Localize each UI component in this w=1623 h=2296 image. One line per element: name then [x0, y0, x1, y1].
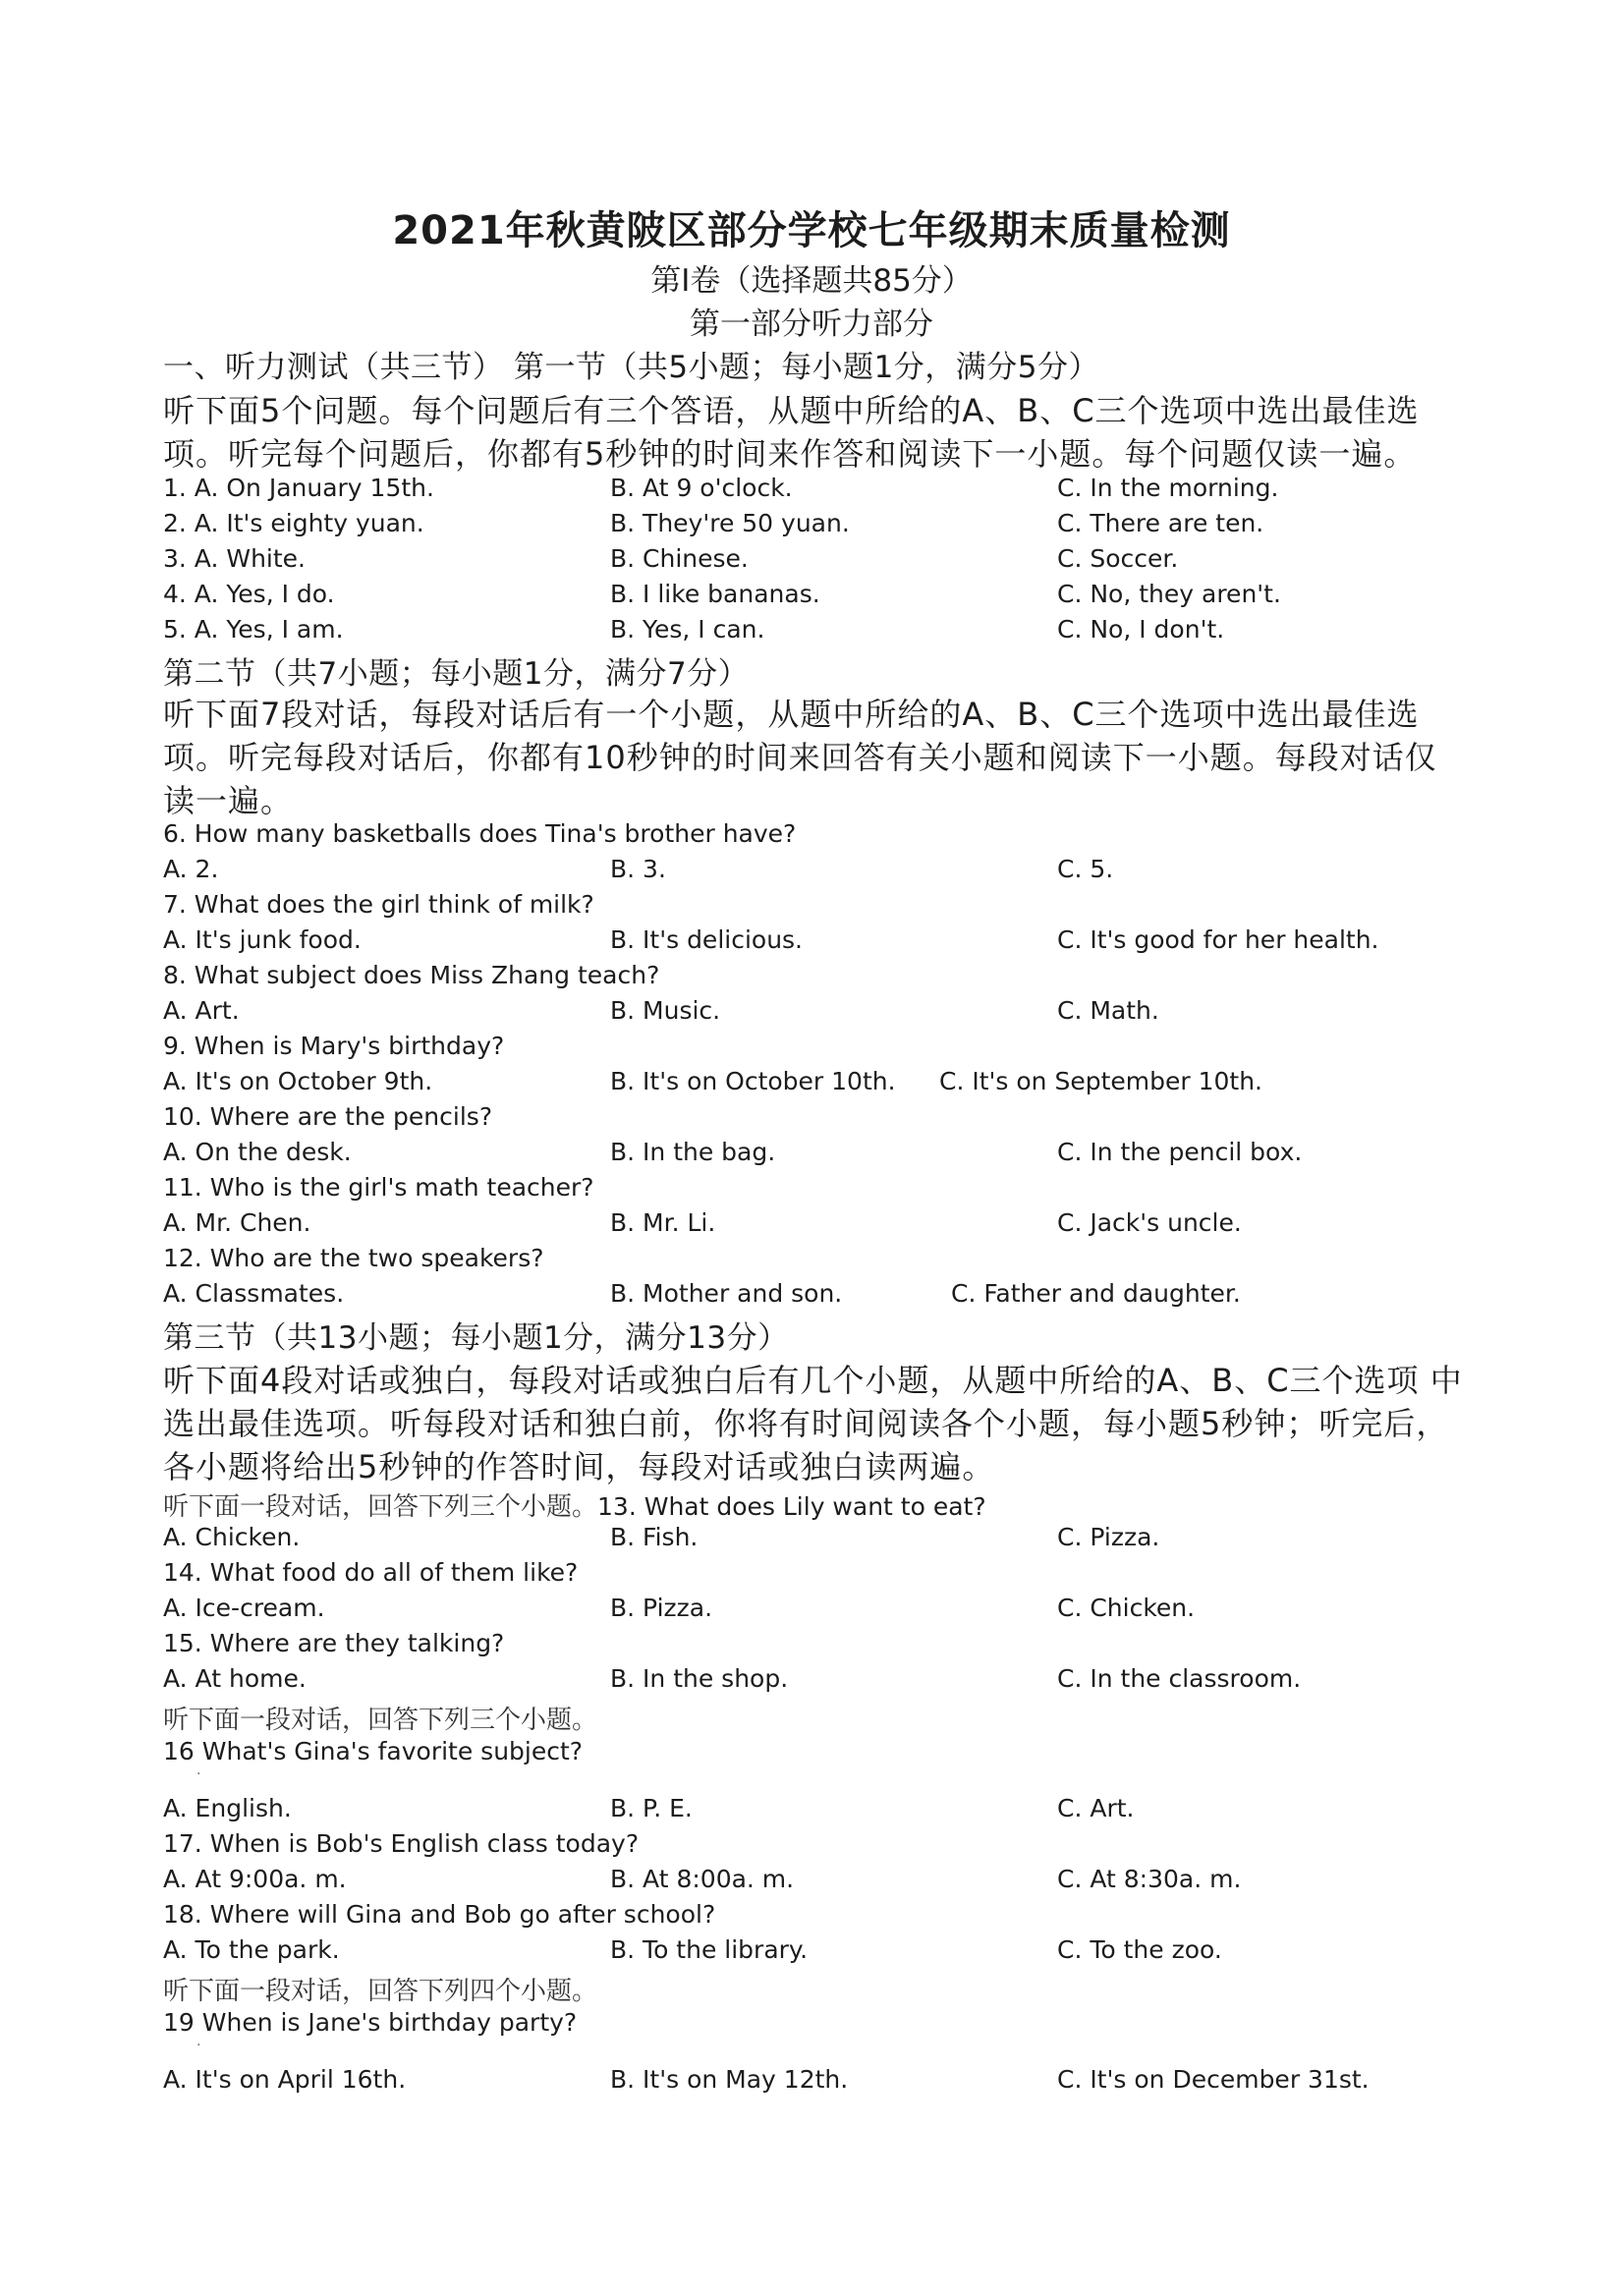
option-c: C. It's on December 31st.: [1057, 2065, 1370, 2094]
option-a: A. Mr. Chen.: [163, 1208, 311, 1237]
group-note-line: [163, 1486, 986, 1523]
options-row: [0, 1138, 1623, 1171]
option-a: 5. A. Yes, I am.: [163, 615, 344, 644]
option-c: C. It's on September 10th.: [939, 1067, 1262, 1095]
option-b: B. It's on October 10th.: [610, 1067, 896, 1095]
options-row: [0, 925, 1623, 959]
option-c: C. Soccer.: [1057, 544, 1179, 573]
option-b: B. Pizza.: [610, 1594, 713, 1622]
option-a: 1. A. On January 15th.: [163, 474, 434, 502]
question-text: 9. When is Mary's birthday?: [163, 1032, 505, 1060]
group-note: 听下面一段对话，回答下列三个小题。: [163, 1706, 598, 1735]
question-text: 18. Where will Gina and Bob go after school?: [163, 1900, 716, 1929]
option-c: C. Jack's uncle.: [1057, 1208, 1242, 1237]
option-a: A. It's on October 9th.: [163, 1067, 433, 1095]
option-c: C. It's good for her health.: [1057, 925, 1379, 954]
section3-instruction-line: 选出最佳选项。听每段对话和独白前，你将有时间阅读各个小题，每小题5秒钟；听完后，: [163, 1405, 1449, 1442]
option-a: A. Art.: [163, 996, 240, 1025]
question-text: 13. What does Lily want to eat?: [597, 1492, 986, 1521]
option-b: B. Yes, I can.: [610, 615, 765, 644]
question-text: 10. Where are the pencils?: [163, 1102, 493, 1131]
option-b: B. Mr. Li.: [610, 1208, 716, 1237]
option-a: 3. A. White.: [163, 544, 306, 573]
option-c: C. To the zoo.: [1057, 1935, 1222, 1964]
volume-heading: 第Ⅰ卷（选择题共85分）: [650, 263, 973, 299]
question-row: [0, 615, 1623, 648]
question-text: 14. What food do all of them like?: [163, 1558, 579, 1587]
option-c: C. Chicken.: [1057, 1594, 1196, 1622]
options-row: [0, 996, 1623, 1030]
option-a: 4. A. Yes, I do.: [163, 580, 335, 608]
section2-instruction-line: 听下面7段对话，每段对话后有一个小题，从题中所给的A、B、C三个选项中选出最佳选: [163, 696, 1420, 733]
question-row: [0, 544, 1623, 578]
option-c: C. Pizza.: [1057, 1523, 1160, 1551]
option-b: B. I like bananas.: [610, 580, 820, 608]
option-c: C. There are ten.: [1057, 509, 1264, 537]
option-c: C. At 8:30a. m.: [1057, 1865, 1242, 1893]
option-c: C. In the classroom.: [1057, 1664, 1302, 1693]
section1-instruction-line: 项。听完每个问题后，你都有5秒钟的时间来作答和阅读下一小题。每个问题仅读一遍。: [163, 435, 1417, 473]
option-a: A. Ice-cream.: [163, 1594, 325, 1622]
section2-heading: 第二节（共7小题；每小题1分，满分7分）: [163, 656, 750, 692]
question-row: [0, 509, 1623, 542]
options-row: [0, 1208, 1623, 1242]
option-b: B. In the bag.: [610, 1138, 776, 1166]
question-text: 7. What does the girl think of milk?: [163, 890, 594, 919]
option-a: A. It's on April 16th.: [163, 2065, 407, 2094]
option-b: B. At 8:00a. m.: [610, 1865, 795, 1893]
options-row: [0, 1523, 1623, 1556]
option-a: A. On the desk.: [163, 1138, 352, 1166]
option-c: C. Father and daughter.: [951, 1279, 1241, 1308]
options-row: [0, 1594, 1623, 1627]
options-row: [0, 1865, 1623, 1898]
option-c: C. In the pencil box.: [1057, 1138, 1303, 1166]
question-text: 8. What subject does Miss Zhang teach?: [163, 961, 660, 989]
question-text: 16 What's Gina's favorite subject?: [163, 1737, 584, 1765]
option-a: A. It's junk food.: [163, 925, 362, 954]
section3-instruction-line: 听下面4段对话或独白，每段对话或独白后有几个小题，从题中所给的A、B、C三个选项 中: [163, 1362, 1463, 1399]
option-a: A. To the park.: [163, 1935, 340, 1964]
options-row: [0, 855, 1623, 888]
exam-title: 2021年秋黄陂区部分学校七年级期末质量检测: [392, 208, 1231, 253]
option-a: A. 2.: [163, 855, 219, 883]
options-row: [0, 1664, 1623, 1698]
scan-dot: ·: [196, 1766, 201, 1782]
options-row: [0, 1794, 1623, 1827]
option-a: A. English.: [163, 1794, 292, 1822]
option-c: C. Math.: [1057, 996, 1159, 1025]
option-b: B. It's delicious.: [610, 925, 804, 954]
question-text: 17. When is Bob's English class today?: [163, 1829, 640, 1858]
question-text: 15. Where are they talking?: [163, 1629, 505, 1657]
option-b: B. To the library.: [610, 1935, 809, 1964]
option-a: A. At 9:00a. m.: [163, 1865, 347, 1893]
option-a: A. Classmates.: [163, 1279, 345, 1308]
question-text: 19 When is Jane's birthday party?: [163, 2008, 578, 2037]
option-c: C. 5.: [1057, 855, 1114, 883]
section2-instruction-line: 项。听完每段对话后，你都有10秒钟的时间来回答有关小题和阅读下一小题。每段对话仅: [163, 739, 1437, 776]
option-c: C. No, I don't.: [1057, 615, 1225, 644]
group-note: 听下面一段对话，回答下列三个小题。: [163, 1492, 598, 1522]
question-row: [0, 580, 1623, 613]
option-c: C. Art.: [1057, 1794, 1135, 1822]
option-b: B. At 9 o'clock.: [610, 474, 793, 502]
options-row: [0, 1935, 1623, 1969]
options-row: [0, 1067, 1623, 1100]
option-b: B. Fish.: [610, 1523, 699, 1551]
section2-instruction-line: 读一遍。: [163, 782, 294, 819]
option-b: B. They're 50 yuan.: [610, 509, 850, 537]
question-text: 12. Who are the two speakers?: [163, 1244, 544, 1272]
section1-instruction-line: 听下面5个问题。每个问题后有三个答语，从题中所给的A、B、C三个选项中选出最佳选: [163, 392, 1420, 429]
option-b: B. Music.: [610, 996, 721, 1025]
option-b: B. Chinese.: [610, 544, 749, 573]
section3-instruction-line: 各小题将给出5秒钟的作答时间，每段对话或独白读两遍。: [163, 1448, 995, 1485]
option-a: A. At home.: [163, 1664, 307, 1693]
section1-heading: 一、听力测试（共三节） 第一节（共5小题；每小题1分，满分5分）: [163, 350, 1100, 385]
option-a: A. Chicken.: [163, 1523, 301, 1551]
scan-dot: ·: [196, 2038, 201, 2053]
option-a: 2. A. It's eighty yuan.: [163, 509, 424, 537]
question-text: 11. Who is the girl's math teacher?: [163, 1173, 594, 1202]
option-b: B. In the shop.: [610, 1664, 789, 1693]
option-b: B. P. E.: [610, 1794, 693, 1822]
options-row: [0, 2065, 1623, 2099]
option-c: C. In the morning.: [1057, 474, 1279, 502]
question-text: 6. How many basketballs does Tina's brother have?: [163, 819, 797, 848]
option-b: B. It's on May 12th.: [610, 2065, 849, 2094]
options-row: [0, 1279, 1623, 1313]
question-row: [0, 474, 1623, 507]
section3-heading: 第三节（共13小题；每小题1分，满分13分）: [163, 1320, 789, 1356]
option-c: C. No, they aren't.: [1057, 580, 1281, 608]
part-heading: 第一部分听力部分: [690, 307, 933, 342]
option-b: B. 3.: [610, 855, 666, 883]
group-note: 听下面一段对话，回答下列四个小题。: [163, 1977, 598, 2006]
option-b: B. Mother and son.: [610, 1279, 843, 1308]
